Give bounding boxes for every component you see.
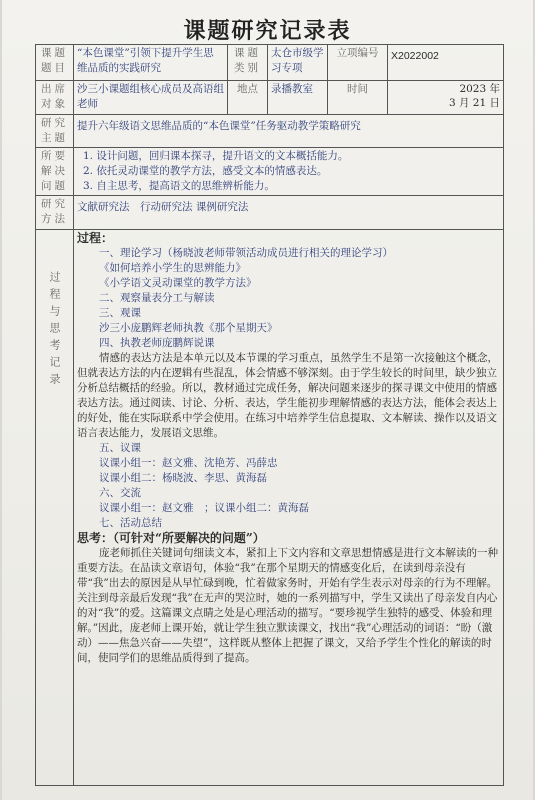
section-4-title: 四、执教老师庞鹏辉说课 <box>99 337 215 349</box>
topic-label: 课题题目 <box>36 45 74 81</box>
problem-item: 2. 依托灵动课堂的教学方法，感受文本的情感表达。 <box>83 165 328 177</box>
number-value: X2022002 <box>388 45 504 81</box>
people-value: 沙三小课题组核心成员及高语组老师 <box>74 81 228 115</box>
place-value: 录播教室 <box>268 81 328 115</box>
process-label: 过程与思考记录 <box>48 271 61 390</box>
problems-label: 所要解决问题 <box>36 148 74 196</box>
paper-sheet <box>2 0 533 800</box>
reading-2: 《小学语文灵动课堂的教学方法》 <box>99 277 257 289</box>
time-label: 时间 <box>328 81 388 115</box>
reading-1: 《如何培养小学生的思辨能力》 <box>99 262 246 274</box>
section-7-title: 七、活动总结 <box>99 517 162 529</box>
theme-label: 研究主题 <box>36 115 74 148</box>
group-2-members: 议课小组二：杨晓波、李思、黄海磊 <box>99 472 267 484</box>
problems-list <box>74 148 504 196</box>
section-5-title: 五、议课 <box>99 442 141 454</box>
category-value: 太仓市级学习专项 <box>268 45 328 81</box>
record-table <box>35 44 504 786</box>
time-year: 2023 年 <box>459 83 500 95</box>
thinking-heading: 思考：（可针对“所要解决的问题”） <box>77 531 265 545</box>
process-heading: 过程： <box>77 231 114 245</box>
place-label: 地点 <box>228 81 268 115</box>
topic-value: “本色课堂”引领下提升学生思维品质的实践研究 <box>74 45 228 81</box>
group-1-members: 议课小组一：赵文雅、沈艳芳、冯薛忠 <box>99 457 278 469</box>
process-content <box>74 230 504 786</box>
page-title: 课题研究记录表 <box>183 18 352 44</box>
problem-item: 1. 设计问题，回归课本探寻，提升语文的文本概括能力。 <box>83 150 349 162</box>
process-label-cell <box>36 230 74 786</box>
thinking-paragraph: 庞老师抓住关键词句细读文本，紧扣上下文内容和文章思想情感是进行文本解读的一种重要方法。在品读文章语句，体验“我”在那个星期天的情感变化后，在读到母亲没有带“我”出去的原因是从早忙碌到晚，忙着做家务时，开始有学生表示对母亲的行为不理解。关注到母亲最后发现“我”在无声的哭泣时，她的一系列描写中，学生又读出了母亲发自内心的对“我”的爱。这篇课文点睛之处是心理活动的描写。“要珍视学生独特的感受、体验和理解。”因此，庞老师上课开始，就让学生独立默读课文，找出“我”心理活动的词语：“盼（激动）——焦急兴奋——失望”，这样既从整体上把握了课文，又给予学生个性化的解读的时间，使同学们的思维品质得到了提高。 <box>77 547 498 664</box>
observed-lesson: 沙三小庞鹏辉老师执教《那个星期天》 <box>99 322 278 334</box>
people-label: 出席对象 <box>36 81 74 115</box>
section-1-title: 一、理论学习（杨晓波老师带领活动成员进行相关的理论学习） <box>99 247 393 259</box>
problem-item: 3. 自主思考，提高语文的思维辨析能力。 <box>83 180 275 192</box>
section-6-title: 六、交流 <box>99 487 141 499</box>
time-date: 3 月 21 日 <box>448 97 500 109</box>
number-label: 立项编号 <box>328 45 388 81</box>
exchange-speakers: 议课小组一：赵文雅 ；议课小组二：黄海磊 <box>99 502 309 514</box>
section-3-title: 三、观课 <box>99 307 141 319</box>
theme-value: 提升六年级语文思维品质的“本色课堂”任务驱动教学策略研究 <box>74 115 504 148</box>
methods-value: 文献研究法 行动研究法 课例研究法 <box>74 196 504 230</box>
lesson-explanation: 情感的表达方法是本单元以及本节课的学习重点，虽然学生不是第一次接触这个概念，但就表达方法的内在逻辑有些混乱，体会情感不够深刻。由于学生较长的时间里，缺少独立分析总结概括的经验。所以，教材通过完成任务，解决问题来逐步的探寻课文中使用的情感表达方法。通过阅读、讨论、分析、表达，学生能初步理解情感的表达方法，能体会表达上的好处，能在实际联系中学会使用。在练习中培养学生信息提取、文本解读、操作以及语文语言表达能力，发展语文思维。 <box>77 352 498 439</box>
section-2-title: 二、观察量表分工与解读 <box>99 292 215 304</box>
category-label: 课题类别 <box>228 45 268 81</box>
methods-label: 研究方法 <box>36 196 74 230</box>
